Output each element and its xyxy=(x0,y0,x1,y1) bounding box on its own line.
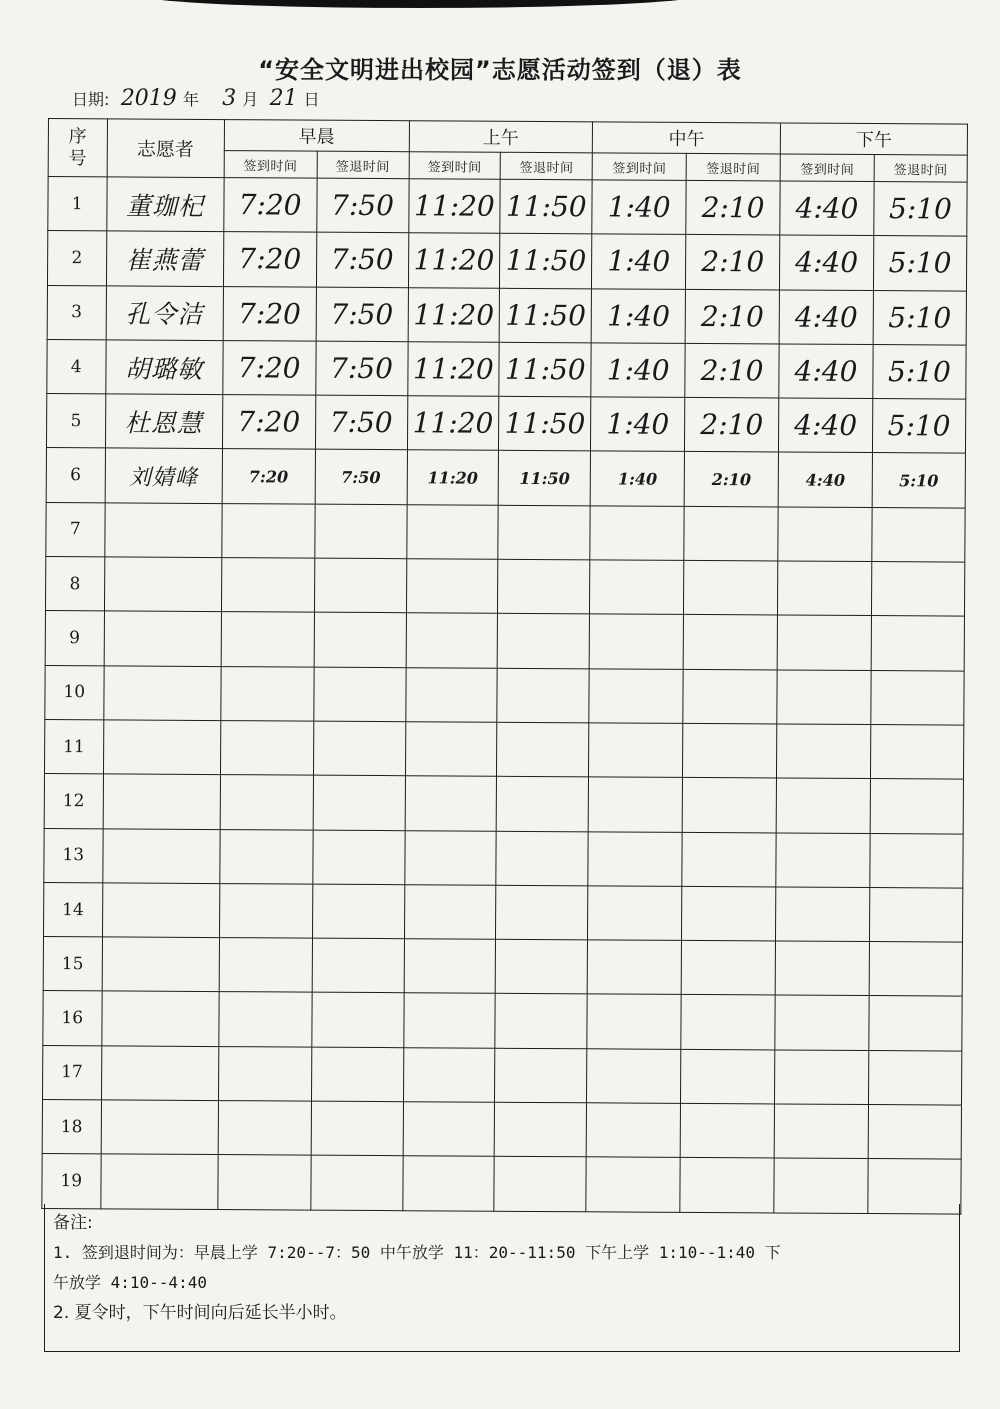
table-row xyxy=(44,774,963,834)
sign-in-time-cell: 7:20 xyxy=(223,340,316,395)
header-sign-in: 签到时间 xyxy=(780,154,874,182)
sign-out-time-cell xyxy=(314,558,406,613)
notes-box xyxy=(44,1204,960,1352)
sign-in-time-cell xyxy=(406,504,498,559)
row-seq: 1 xyxy=(48,177,107,232)
volunteer-name-cell xyxy=(103,666,220,721)
sign-in-time-cell: 11:20 xyxy=(408,287,500,342)
sign-out-time-cell: 11:50 xyxy=(500,179,592,234)
sign-out-time-cell xyxy=(313,775,405,830)
header-volunteer: 志愿者 xyxy=(107,119,224,178)
notes-line-2: 2. 夏令时，下午时间向后延长半小时。 xyxy=(53,1303,347,1323)
day-label: 日 xyxy=(303,90,320,109)
sign-out-time-cell xyxy=(869,996,962,1051)
sign-in-time-cell xyxy=(406,613,498,668)
sign-in-time-cell: 11:20 xyxy=(407,396,499,451)
sign-in-time-cell: 11:20 xyxy=(407,342,499,397)
header-period-morning: 早晨 xyxy=(224,120,409,152)
sign-in-time-cell xyxy=(218,1155,311,1210)
sign-in-time-cell xyxy=(218,1101,311,1156)
volunteer-name-cell: 刘婧峰 xyxy=(105,448,222,503)
sign-in-time-cell: 7:20 xyxy=(224,178,317,233)
volunteer-name-cell xyxy=(103,720,220,775)
sign-in-time-cell: 4:40 xyxy=(780,181,874,236)
sign-in-time-cell xyxy=(590,560,684,615)
sign-out-time-cell: 5:10 xyxy=(872,399,965,454)
sign-in-time-cell: 7:20 xyxy=(223,286,316,341)
volunteer-name-cell xyxy=(104,557,221,612)
sign-out-time-cell xyxy=(498,559,590,614)
header-sign-in: 签到时间 xyxy=(224,151,317,179)
sign-in-time-cell xyxy=(403,1102,495,1157)
sign-in-time-cell: 1:40 xyxy=(592,180,686,235)
row-seq: 10 xyxy=(45,665,104,720)
sign-out-time-cell xyxy=(310,1155,402,1210)
sign-in-time-cell xyxy=(219,938,312,993)
notes-line-1-cont: 午放学 4:10--4:40 xyxy=(53,1273,207,1292)
row-seq: 7 xyxy=(46,502,105,557)
table-row xyxy=(44,719,963,779)
sign-out-time-cell xyxy=(683,669,777,724)
table-row xyxy=(45,557,964,617)
scan-edge-band xyxy=(140,0,700,8)
sign-out-time-cell xyxy=(311,1101,403,1156)
row-seq: 19 xyxy=(42,1154,101,1209)
sign-in-time-cell xyxy=(777,670,871,725)
sign-out-time-cell: 2:10 xyxy=(686,235,780,290)
sign-out-time-cell xyxy=(871,616,964,671)
sign-in-time-cell xyxy=(775,995,869,1050)
sign-out-time-cell xyxy=(497,722,589,777)
sign-in-time-cell xyxy=(777,724,871,779)
sign-in-time-cell xyxy=(219,992,312,1047)
sign-out-time-cell xyxy=(868,1105,961,1160)
sign-out-time-cell xyxy=(870,833,963,888)
notes-heading: 备注: xyxy=(53,1213,93,1233)
volunteer-name-cell: 董珈杞 xyxy=(106,177,223,232)
table-row xyxy=(46,448,965,508)
sign-out-time-cell xyxy=(680,1103,774,1158)
sign-in-time-cell xyxy=(587,940,681,995)
sign-out-time-cell xyxy=(681,941,775,996)
year-label: 年 xyxy=(182,90,199,109)
volunteer-name-cell: 崔燕蕾 xyxy=(106,231,223,286)
sign-in-time-cell: 1:40 xyxy=(591,397,685,452)
sign-in-time-cell: 7:20 xyxy=(223,232,316,287)
sign-in-time-cell xyxy=(775,1050,869,1105)
sign-in-time-cell xyxy=(776,778,870,833)
sign-in-time-cell xyxy=(405,722,497,777)
sign-out-time-cell xyxy=(496,885,588,940)
sign-out-time-cell: 11:50 xyxy=(499,451,591,506)
sign-in-time-cell: 11:20 xyxy=(407,450,499,505)
header-period-noon: 中午 xyxy=(593,122,781,154)
sign-in-time-cell: 4:40 xyxy=(778,452,872,507)
sign-out-time-cell: 7:50 xyxy=(315,395,407,450)
row-seq: 13 xyxy=(44,828,103,883)
header-sign-out: 签退时间 xyxy=(317,151,409,179)
sign-out-time-cell: 7:50 xyxy=(316,178,408,233)
sign-out-time-cell xyxy=(497,668,589,723)
sign-out-time-cell: 5:10 xyxy=(874,182,967,237)
volunteer-name-cell xyxy=(104,503,221,558)
sign-in-time-cell xyxy=(777,615,871,670)
row-seq: 12 xyxy=(44,774,103,829)
form-title: “安全文明进出校园”志愿活动签到（退）表 xyxy=(258,56,742,84)
table-row xyxy=(47,339,966,399)
sign-out-time-cell xyxy=(683,615,777,670)
table-row xyxy=(48,177,967,237)
sign-out-time-cell xyxy=(311,993,403,1048)
sign-out-time-cell: 5:10 xyxy=(873,236,966,291)
sign-out-time-cell xyxy=(682,886,776,941)
sign-in-time-cell xyxy=(586,1103,680,1158)
sign-out-time-cell xyxy=(313,667,405,722)
table-row xyxy=(44,828,963,888)
sign-out-time-cell xyxy=(495,1048,587,1103)
sign-out-time-cell: 11:50 xyxy=(499,342,591,397)
volunteer-name-cell: 孔令洁 xyxy=(106,285,223,340)
header-sign-out: 签退时间 xyxy=(686,153,780,181)
sign-in-time-cell xyxy=(588,777,682,832)
date-month-handwritten: 3 xyxy=(222,86,237,111)
sign-out-time-cell xyxy=(683,723,777,778)
sign-out-time-cell xyxy=(312,830,404,885)
sign-in-time-cell xyxy=(405,776,497,831)
sign-in-time-cell xyxy=(589,668,683,723)
row-seq: 8 xyxy=(45,557,104,612)
row-seq: 4 xyxy=(47,339,106,394)
table-row xyxy=(43,1045,962,1105)
table-row xyxy=(46,502,965,562)
sign-out-time-cell: 7:50 xyxy=(315,450,407,505)
sign-in-time-cell xyxy=(588,886,682,941)
sign-out-time-cell: 2:10 xyxy=(686,180,780,235)
sign-in-time-cell xyxy=(404,939,496,994)
sign-in-time-cell xyxy=(218,1046,311,1101)
sign-out-time-cell xyxy=(495,994,587,1049)
sign-out-time-cell xyxy=(495,1102,587,1157)
sign-out-time-cell xyxy=(314,504,406,559)
header-sign-out: 签退时间 xyxy=(501,152,593,180)
sign-out-time-cell: 5:10 xyxy=(873,290,966,345)
sign-in-time-cell: 1:40 xyxy=(591,288,685,343)
sign-in-time-cell: 11:20 xyxy=(408,233,500,288)
sign-in-time-cell xyxy=(589,614,683,669)
sign-in-time-cell: 7:20 xyxy=(222,395,315,450)
sign-out-time-cell: 7:50 xyxy=(316,232,408,287)
row-seq: 18 xyxy=(42,1100,101,1155)
sign-out-time-cell xyxy=(312,884,404,939)
table-row xyxy=(46,394,965,454)
sign-in-time-cell: 4:40 xyxy=(780,235,874,290)
sign-out-time-cell xyxy=(872,507,965,562)
row-seq: 6 xyxy=(46,448,105,503)
row-seq: 5 xyxy=(46,394,105,449)
sign-in-time-cell: 4:40 xyxy=(779,290,873,345)
sign-out-time-cell xyxy=(681,1049,775,1104)
volunteer-name-cell xyxy=(102,937,219,992)
sign-out-time-cell xyxy=(869,887,962,942)
sign-out-time-cell xyxy=(497,777,589,832)
volunteer-name-cell: 杜恩慧 xyxy=(105,394,222,449)
sign-in-table xyxy=(41,118,968,1214)
sign-out-time-cell: 2:10 xyxy=(685,343,779,398)
header-seq: 序号 xyxy=(48,119,107,177)
sign-in-time-cell xyxy=(220,721,313,776)
sign-in-time-cell xyxy=(778,561,872,616)
header-period-forenoon: 上午 xyxy=(409,121,593,153)
sign-in-time-cell: 1:40 xyxy=(591,343,685,398)
sign-in-time-cell: 1:40 xyxy=(590,451,684,506)
sign-in-time-cell xyxy=(776,887,870,942)
sign-out-time-cell: 7:50 xyxy=(315,341,407,396)
sign-out-time-cell xyxy=(681,995,775,1050)
sign-out-time-cell xyxy=(870,725,963,780)
sign-in-time-cell: 4:40 xyxy=(779,398,873,453)
month-label: 月 xyxy=(242,90,259,109)
table-row xyxy=(42,1100,961,1160)
row-seq: 2 xyxy=(47,231,106,286)
header-sign-in: 签到时间 xyxy=(409,152,501,180)
table-row xyxy=(43,882,962,942)
volunteer-name-cell xyxy=(101,991,218,1046)
row-seq: 3 xyxy=(47,285,106,340)
sign-out-time-cell xyxy=(311,1047,403,1102)
sign-in-time-cell xyxy=(775,941,869,996)
header-sign-out: 签退时间 xyxy=(874,155,967,183)
sign-out-time-cell xyxy=(682,832,776,887)
sign-out-time-cell xyxy=(313,721,405,776)
notes-line-1: 1. 签到退时间为：早晨上学 7:20--7：50 中午放学 11：20--11:50 下午上学 1:10--1:40 下 xyxy=(53,1243,781,1262)
sign-out-time-cell xyxy=(871,670,964,725)
sign-out-time-cell: 5:10 xyxy=(872,453,965,508)
sign-in-time-cell xyxy=(221,666,314,721)
sign-in-time-cell xyxy=(587,994,681,1049)
sign-in-time-cell xyxy=(403,993,495,1048)
volunteer-name-cell: 胡璐敏 xyxy=(105,340,222,395)
sign-out-time-cell xyxy=(684,560,778,615)
row-seq: 17 xyxy=(43,1045,102,1100)
table-row xyxy=(43,991,962,1051)
sign-in-time-cell xyxy=(403,1047,495,1102)
table-row xyxy=(45,665,964,725)
sign-out-time-cell xyxy=(498,505,590,560)
sign-in-time-cell: 1:40 xyxy=(592,234,686,289)
volunteer-name-cell xyxy=(103,774,220,829)
sign-out-time-cell: 2:10 xyxy=(685,289,779,344)
sign-in-time-cell xyxy=(405,667,497,722)
table-row xyxy=(47,231,966,291)
date-year-handwritten: 2019 xyxy=(120,86,177,111)
sign-in-time-cell xyxy=(221,612,314,667)
sign-in-time-cell xyxy=(220,775,313,830)
sign-out-time-cell xyxy=(314,613,406,668)
sign-out-time-cell xyxy=(498,614,590,669)
row-seq: 11 xyxy=(44,719,103,774)
sign-out-time-cell xyxy=(871,562,964,617)
sign-in-time-cell xyxy=(404,830,496,885)
sign-in-time-cell xyxy=(588,831,682,886)
volunteer-name-cell xyxy=(101,1100,218,1155)
table-row xyxy=(47,285,966,345)
volunteer-name-cell xyxy=(102,883,219,938)
sign-out-time-cell xyxy=(868,1050,961,1105)
volunteer-name-cell xyxy=(101,1046,218,1101)
sign-in-time-cell xyxy=(222,503,315,558)
row-seq: 14 xyxy=(43,882,102,937)
sign-in-time-cell xyxy=(220,829,313,884)
sign-in-time-cell xyxy=(590,506,684,561)
sign-out-time-cell: 5:10 xyxy=(873,344,966,399)
table-row xyxy=(43,937,962,997)
sign-out-time-cell: 7:50 xyxy=(316,287,408,342)
sign-out-time-cell: 11:50 xyxy=(500,288,592,343)
date-line xyxy=(72,86,320,111)
sign-in-time-cell xyxy=(587,1049,681,1104)
volunteer-name-cell xyxy=(100,1154,217,1209)
sign-out-time-cell: 11:50 xyxy=(499,396,591,451)
date-label: 日期: xyxy=(72,90,110,109)
sign-in-time-cell xyxy=(589,723,683,778)
sign-out-time-cell xyxy=(869,942,962,997)
sign-in-time-cell xyxy=(219,883,312,938)
date-day-handwritten: 21 xyxy=(269,86,298,111)
sign-out-time-cell xyxy=(496,939,588,994)
sign-in-time-cell: 4:40 xyxy=(779,344,873,399)
table-row xyxy=(45,611,964,671)
sign-out-time-cell: 2:10 xyxy=(685,398,779,453)
row-seq: 9 xyxy=(45,611,104,666)
sign-out-time-cell xyxy=(312,938,404,993)
sign-in-time-cell: 7:20 xyxy=(222,449,315,504)
sign-out-time-cell xyxy=(496,831,588,886)
sign-in-time-cell xyxy=(221,558,314,613)
sign-in-time-cell xyxy=(774,1104,868,1159)
header-sign-in: 签到时间 xyxy=(592,153,686,181)
row-seq: 16 xyxy=(43,991,102,1046)
sign-in-time-cell xyxy=(404,885,496,940)
sign-out-time-cell: 2:10 xyxy=(684,452,778,507)
sign-in-time-cell xyxy=(776,833,870,888)
sign-out-time-cell xyxy=(870,779,963,834)
sign-in-time-cell xyxy=(778,507,872,562)
sign-in-time-cell xyxy=(406,559,498,614)
volunteer-name-cell xyxy=(102,828,219,883)
header-period-afternoon: 下午 xyxy=(780,123,967,155)
sign-out-time-cell: 11:50 xyxy=(500,234,592,289)
sign-out-time-cell xyxy=(682,778,776,833)
sign-out-time-cell xyxy=(684,506,778,561)
sign-in-time-cell xyxy=(402,1156,494,1211)
sign-in-time-cell: 11:20 xyxy=(408,179,500,234)
volunteer-name-cell xyxy=(104,611,221,666)
row-seq: 15 xyxy=(43,937,102,992)
